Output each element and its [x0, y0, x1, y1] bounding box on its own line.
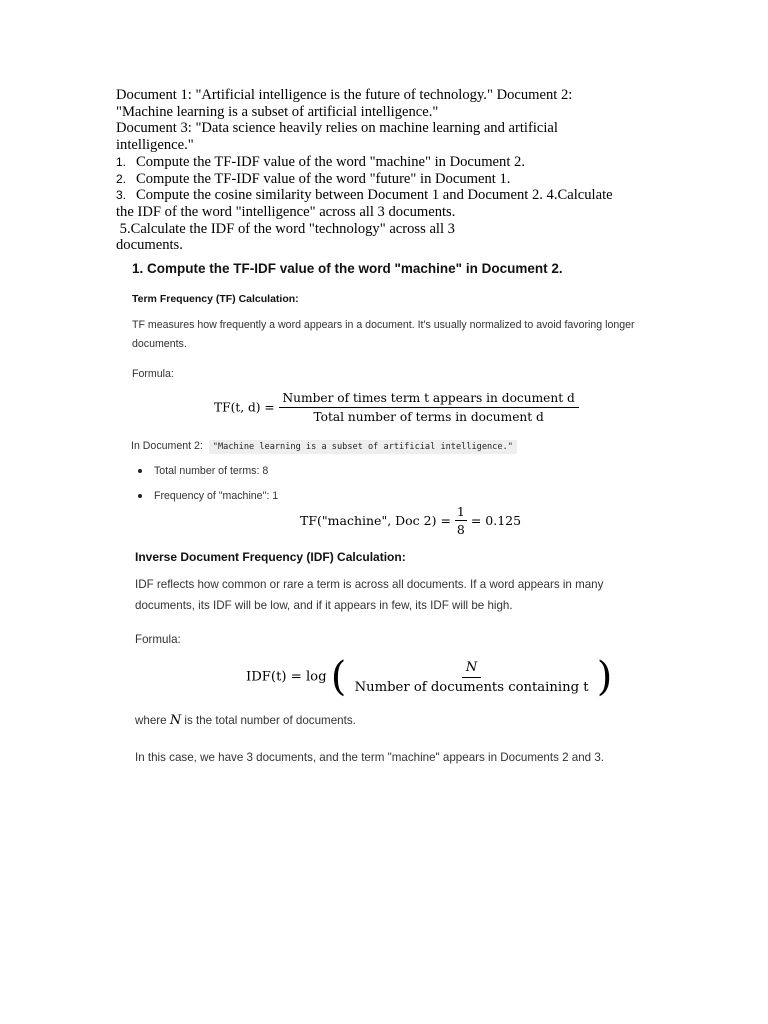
question-line: Document 3: "Data science heavily relies on machine learning and artificial	[116, 120, 558, 137]
tf-calc-denominator: 8	[456, 522, 465, 537]
item-text: Compute the TF-IDF value of the word "machine" in Document 2.	[136, 153, 525, 170]
bullet-item	[138, 465, 268, 477]
tf-formula-lhs: TF(t, d) =	[214, 400, 275, 415]
open-paren: (	[330, 654, 347, 700]
bullet-icon	[138, 469, 142, 473]
formula-label: Formula:	[135, 633, 181, 646]
tf-calculation	[300, 504, 521, 537]
question-line: intelligence."	[116, 137, 194, 154]
tf-formula-fraction	[279, 391, 579, 424]
tf-formula	[214, 391, 579, 424]
case-line: In this case, we have 3 documents, and the term "machine" appears in Documents 2 and 3.	[135, 751, 605, 764]
where-variable: N	[169, 713, 182, 728]
tf-calc-result: = 0.125	[470, 513, 522, 528]
where-suffix: is the total number of documents.	[184, 714, 356, 727]
idf-formula-denominator: Number of documents containing t	[354, 679, 589, 695]
bullet-item	[138, 490, 278, 502]
document-code-snippet: "Machine learning is a subset of artificial intelligence."	[209, 440, 517, 454]
item-text: Compute the cosine similarity between Document 1 and Document 2. 4.Calculate	[136, 187, 613, 204]
idf-formula-fraction	[351, 660, 593, 695]
where-line	[135, 713, 356, 728]
bullet-text: Total number of terms: 8	[154, 465, 269, 477]
tf-calc-numerator: 1	[456, 504, 465, 519]
item-number: 1.	[116, 154, 127, 169]
idf-heading: Inverse Document Frequency (IDF) Calculation:	[135, 550, 406, 564]
question-line: 5.Calculate the IDF of the word "technology" across all 3	[116, 220, 455, 237]
tf-description: TF measures how frequently a word appears in a document. It's usually normalized to avoid favoring longer documents.	[132, 319, 635, 350]
where-prefix: where	[135, 714, 167, 727]
tf-calc-fraction	[455, 504, 467, 537]
tf-calc-lhs: TF("machine", Doc 2) =	[300, 513, 451, 528]
bullet-icon	[138, 494, 142, 498]
tf-formula-numerator: Number of times term t appears in document d	[279, 391, 579, 408]
idf-formula	[246, 654, 613, 700]
idf-formula-numerator: N	[462, 660, 482, 678]
item-number: 3.	[116, 188, 127, 203]
idf-formula-lhs: IDF(t) = log	[246, 669, 327, 685]
answer-heading: 1. Compute the TF-IDF value of the word "machine" in Document 2.	[132, 261, 563, 276]
bullet-text: Frequency of "machine": 1	[154, 490, 279, 502]
item-text: Compute the TF-IDF value of the word "future" in Document 1.	[136, 170, 511, 187]
question-line: the IDF of the word "intelligence" across all 3 documents.	[116, 203, 456, 220]
formula-label: Formula:	[132, 368, 174, 380]
tf-formula-denominator: Total number of terms in document d	[313, 410, 544, 424]
item-number: 2.	[116, 171, 127, 186]
in-document-line	[131, 440, 517, 452]
question-line: documents.	[116, 237, 183, 254]
question-line: Document 1: "Artificial intelligence is the future of technology." Document 2:	[116, 87, 573, 103]
in-document-label: In Document 2:	[131, 440, 203, 452]
close-paren: )	[596, 654, 613, 700]
question-line: "Machine learning is a subset of artificial intelligence."	[116, 103, 439, 120]
tf-heading: Term Frequency (TF) Calculation:	[132, 293, 299, 305]
idf-description: IDF reflects how common or rare a term is across all documents. If a word appears in many documents, its IDF will be low, and if it appears in few, its IDF will be high.	[135, 578, 604, 612]
